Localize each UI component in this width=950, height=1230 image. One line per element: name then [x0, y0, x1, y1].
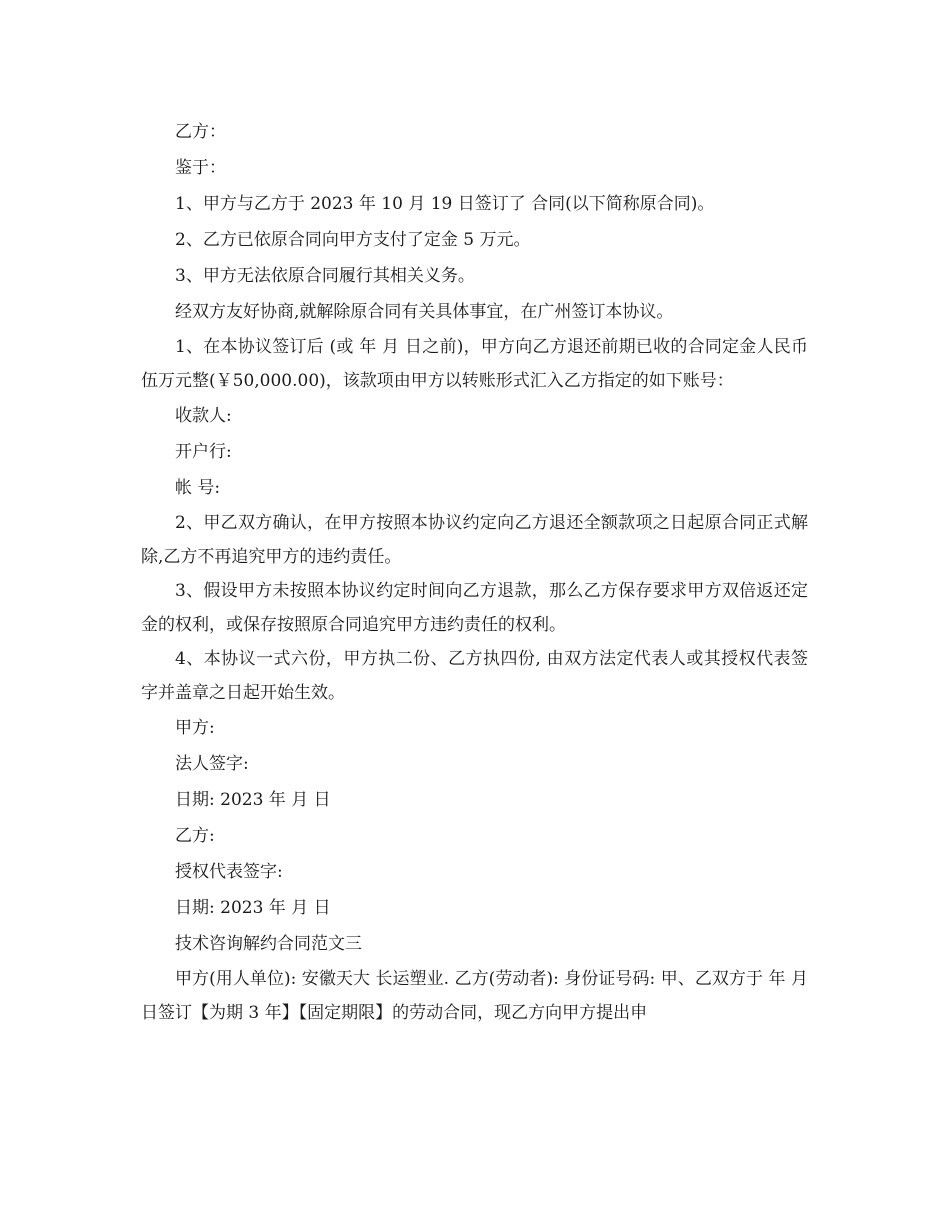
clause-3-default: 3、假设甲方未按照本协议约定时间向乙方退款，那么乙方保存要求甲方双倍返还定金的权利，或保存按照原合同追究甲方违约责任的权利。 — [141, 581, 808, 635]
legal-rep-signature: 法人签字: — [175, 754, 249, 774]
party-b-date: 日期: 2023 年 月 日 — [175, 898, 331, 918]
party-b-signature-heading: 乙方: — [175, 826, 215, 846]
payee-field: 收款人: — [175, 406, 232, 426]
negotiation-statement: 经双方友好协商,就解除原合同有关具体事宜，在广州签订本协议。 — [175, 302, 674, 322]
clause-1-refund: 1、在本协议签订后 (或 年 月 日之前)，甲方向乙方退还前期已收的合同定金人民币伍万元整(￥50,000.00)，该款项由甲方以转账形式汇入乙方指定的如下账号： — [141, 337, 808, 391]
authorized-rep-signature: 授权代表签字: — [175, 862, 283, 882]
recital-2: 2、乙方已依原合同向甲方支付了定金 5 万元。 — [175, 230, 531, 250]
bank-field: 开户行: — [175, 442, 232, 462]
clause-2-termination: 2、甲乙双方确认，在甲方按照本协议约定向乙方退还全额款项之日起原合同正式解除,乙方不再追究甲方的违约责任。 — [141, 513, 808, 567]
recital-1: 1、甲方与乙方于 2023 年 10 月 19 日签订了 合同(以下简称原合同)。 — [175, 194, 715, 214]
recital-3: 3、甲方无法依原合同履行其相关义务。 — [175, 266, 475, 286]
sample-three-intro: 甲方(用人单位): 安徽天大 长运塑业. 乙方(劳动者): 身份证号码: 甲、乙双方于 年 月 日签订【为期 3 年】【固定期限】的劳动合同，现乙方向甲方提出申 — [141, 969, 808, 1023]
account-field: 帐 号: — [175, 478, 221, 498]
whereas-heading: 鉴于： — [175, 158, 226, 178]
party-a-date: 日期: 2023 年 月 日 — [175, 790, 331, 810]
section-title-sample-three: 技术咨询解约合同范文三 — [175, 934, 362, 954]
clause-4-copies: 4、本协议一式六份，甲方执二份、乙方执四份, 由双方法定代表人或其授权代表签字并盖章之日起开始生效。 — [141, 649, 808, 703]
party-a-signature-heading: 甲方: — [175, 718, 215, 738]
party-b-heading: 乙方： — [175, 122, 226, 142]
document-page — [141, 114, 808, 1030]
